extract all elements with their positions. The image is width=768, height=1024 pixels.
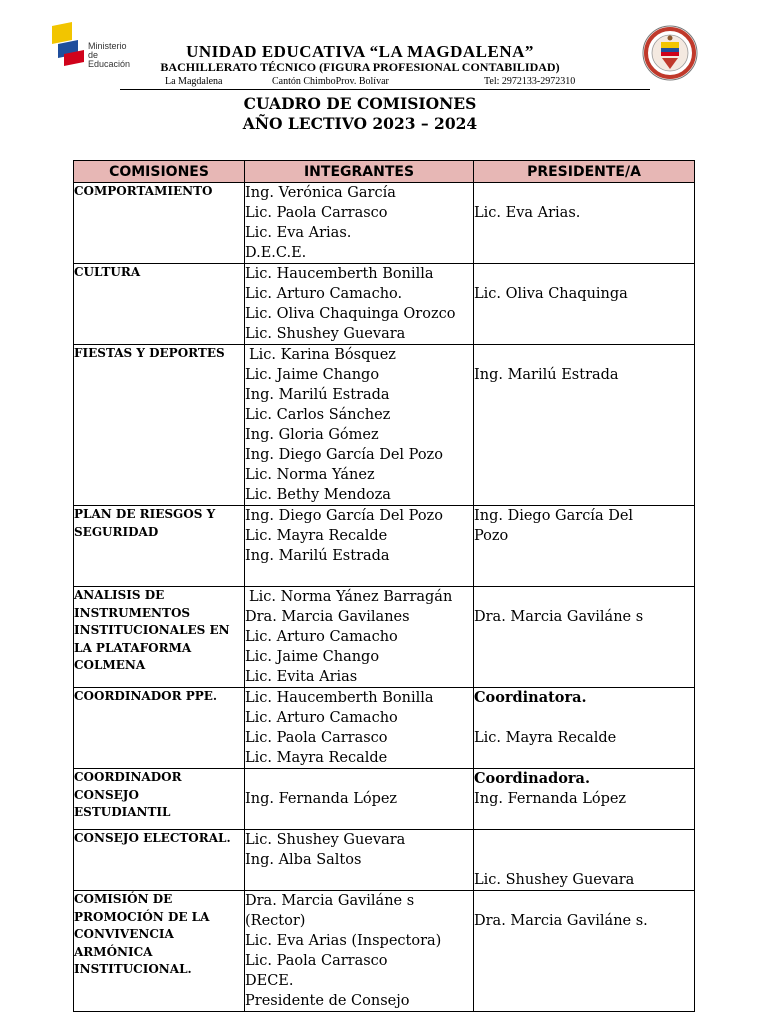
member-name: Lic. Eva Arias.: [245, 225, 352, 241]
members-cell: [245, 688, 474, 769]
commission-name-line: CONSEJO ELECTORAL.: [74, 831, 231, 845]
member-name: Ing. Diego García Del Pozo: [245, 447, 443, 463]
member-name: [245, 870, 473, 890]
member-name: [245, 769, 473, 789]
president-name: Ing. Fernanda López: [474, 791, 627, 807]
commission-name-line: LA PLATAFORMA: [74, 640, 192, 655]
table-row: [74, 688, 695, 769]
bachillerato-line: BACHILLERATO TÉCNICO (FIGURA PROFESIONAL CONTABILIDAD): [160, 60, 560, 74]
president-name: [474, 830, 694, 850]
members-cell: [245, 587, 474, 688]
table-header-row: [74, 161, 695, 183]
commission-name-line: ANALISIS DE: [74, 588, 165, 602]
member-name: Lic. Evita Arias: [245, 669, 358, 685]
member-name: Lic. Norma Yánez Barragán: [249, 589, 453, 605]
members-cell: [245, 769, 474, 830]
commission-name-line: PLAN DE RIESGOS Y: [74, 507, 216, 521]
title-line2: AÑO LECTIVO 2023 – 2024: [242, 114, 478, 133]
member-name: (Rector): [245, 913, 306, 929]
president-name: [474, 708, 694, 728]
member-name: Ing. Gloria Gómez: [245, 427, 379, 443]
header-integrantes: INTEGRANTES: [245, 161, 474, 183]
commission-cell: [74, 345, 245, 506]
table-row: [74, 587, 695, 688]
member-name: Lic. Paola Carrasco: [245, 953, 388, 969]
school-seal-icon: [642, 25, 698, 81]
commission-name-line: FIESTAS Y DEPORTES: [74, 346, 225, 360]
president-name: [474, 264, 694, 284]
member-name: Lic. Haucemberth Bonilla: [245, 690, 434, 706]
title-line1: CUADRO DE COMISIONES: [243, 94, 477, 113]
table-row: [74, 830, 695, 891]
president-role: Coordinatora.: [474, 689, 587, 706]
member-name: Ing. Verónica García: [245, 185, 396, 201]
member-name: Lic. Arturo Camacho: [245, 710, 398, 726]
member-name: Lic. Mayra Recalde: [245, 528, 388, 544]
table-row: [74, 264, 695, 345]
document-title: [120, 94, 600, 134]
table-row: [74, 506, 695, 587]
commission-cell: [74, 830, 245, 891]
president-name: Lic. Eva Arias.: [474, 205, 581, 221]
member-name: Ing. Marilú Estrada: [245, 548, 390, 564]
commission-name-line: COLMENA: [74, 658, 146, 672]
members-cell: [245, 345, 474, 506]
member-name: Lic. Shushey Guevara: [245, 832, 406, 848]
commission-name-line: SEGURIDAD: [74, 524, 159, 539]
member-name: DECE.: [245, 973, 294, 989]
president-cell: [474, 506, 695, 587]
commission-cell: [74, 183, 245, 264]
member-name: [245, 809, 473, 829]
commission-cell: [74, 587, 245, 688]
president-name: Lic. Shushey Guevara: [474, 872, 635, 888]
president-name: Lic. Mayra Recalde: [474, 730, 617, 746]
president-cell: [474, 183, 695, 264]
commission-cell: [74, 264, 245, 345]
president-name: Dra. Marcia Gaviláne s.: [474, 913, 648, 929]
table-row: [74, 345, 695, 506]
commission-name-line: COORDINADOR PPE.: [74, 689, 218, 703]
president-cell: [474, 345, 695, 506]
president-name: Ing. Marilú Estrada: [474, 367, 619, 383]
president-cell: [474, 769, 695, 830]
member-name: Lic. Paola Carrasco: [245, 205, 388, 221]
member-name: Lic. Paola Carrasco: [245, 730, 388, 746]
commission-name-line: COMPORTAMIENTO: [74, 184, 213, 198]
header-comisiones: COMISIONES: [74, 161, 245, 183]
school-name: UNIDAD EDUCATIVA “LA MAGDALENA”: [186, 42, 534, 61]
member-name: Ing. Diego García Del Pozo: [245, 508, 443, 524]
commission-name-line: INSTITUCIONALES EN: [74, 623, 230, 637]
member-name: Dra. Marcia Gavilanes: [245, 609, 410, 625]
president-name: [474, 183, 694, 203]
president-cell: [474, 688, 695, 769]
members-cell: [245, 264, 474, 345]
location-text: La Magdalena: [165, 76, 223, 87]
member-name: Lic. Jaime Chango: [245, 367, 380, 383]
member-name: Lic. Norma Yánez: [245, 467, 375, 483]
member-name: Ing. Fernanda López: [245, 791, 398, 807]
member-name: Lic. Arturo Camacho: [245, 629, 398, 645]
member-name: Lic. Karina Bósquez: [249, 347, 396, 363]
commission-name-line: ESTUDIANTIL: [74, 805, 171, 819]
commission-cell: [74, 891, 245, 1012]
president-name: Pozo: [474, 528, 509, 544]
president-cell: [474, 587, 695, 688]
member-name: Lic. Shushey Guevara: [245, 326, 406, 342]
members-cell: [245, 830, 474, 891]
commission-name-line: PROMOCIÓN DE LA: [74, 909, 210, 924]
member-name: D.E.C.E.: [245, 245, 307, 261]
commission-name-line: INSTRUMENTOS: [74, 605, 191, 620]
president-name: Ing. Diego García Del: [474, 508, 634, 524]
member-name: Lic. Jaime Chango: [245, 649, 380, 665]
president-cell: [474, 891, 695, 1012]
president-name: [474, 891, 694, 911]
table-row: [74, 891, 695, 1012]
president-cell: [474, 830, 695, 891]
ministry-line2: de Educación: [88, 50, 131, 69]
commission-name-line: CONSEJO: [74, 787, 139, 802]
commission-cell: [74, 688, 245, 769]
members-cell: [245, 183, 474, 264]
member-name: Ing. Marilú Estrada: [245, 387, 390, 403]
member-name: Presidente de Consejo: [245, 993, 410, 1009]
commission-name-line: COMISIÓN DE: [74, 892, 173, 906]
commission-cell: [74, 506, 245, 587]
president-name: [474, 345, 694, 365]
president-name: [474, 587, 694, 607]
ministry-line1: Ministerio: [88, 41, 127, 51]
president-role: Coordinadora.: [474, 770, 590, 787]
member-name: Ing. Alba Saltos: [245, 852, 362, 868]
member-name: Lic. Arturo Camacho.: [245, 286, 403, 302]
member-name: Lic. Haucemberth Bonilla: [245, 266, 434, 282]
canton-text: Cantón ChimboProv. Bolívar: [272, 76, 389, 87]
member-name: Lic. Mayra Recalde: [245, 750, 388, 766]
header-divider: [120, 89, 650, 90]
table-row: [74, 769, 695, 830]
member-name: Lic. Carlos Sánchez: [245, 407, 391, 423]
member-name: [245, 566, 473, 586]
member-name: Lic. Eva Arias (Inspectora): [245, 933, 442, 949]
president-cell: [474, 264, 695, 345]
member-name: Lic. Oliva Chaquinga Orozco: [245, 306, 456, 322]
ministry-logo: [50, 20, 130, 68]
phone-text: Tel: 2972133-2972310: [484, 76, 576, 87]
commission-name-line: CONVIVENCIA: [74, 927, 174, 941]
president-name: Dra. Marcia Gaviláne s: [474, 609, 644, 625]
commissions-table: [73, 160, 695, 1012]
header-presidente: PRESIDENTE/A: [474, 161, 695, 183]
members-cell: [245, 506, 474, 587]
members-cell: [245, 891, 474, 1012]
commission-name-line: INSTITUCIONAL.: [74, 962, 192, 976]
commission-name-line: ARMÓNICA: [74, 944, 153, 959]
commission-name-line: CULTURA: [74, 265, 141, 279]
president-name: [474, 850, 694, 870]
ecuador-flag-icon: [50, 22, 88, 66]
commission-name-line: COORDINADOR: [74, 770, 182, 784]
table-row: [74, 183, 695, 264]
president-name: Lic. Oliva Chaquinga: [474, 286, 628, 302]
commission-cell: [74, 769, 245, 830]
member-name: Dra. Marcia Gaviláne s: [245, 893, 415, 909]
member-name: Lic. Bethy Mendoza: [245, 487, 391, 503]
